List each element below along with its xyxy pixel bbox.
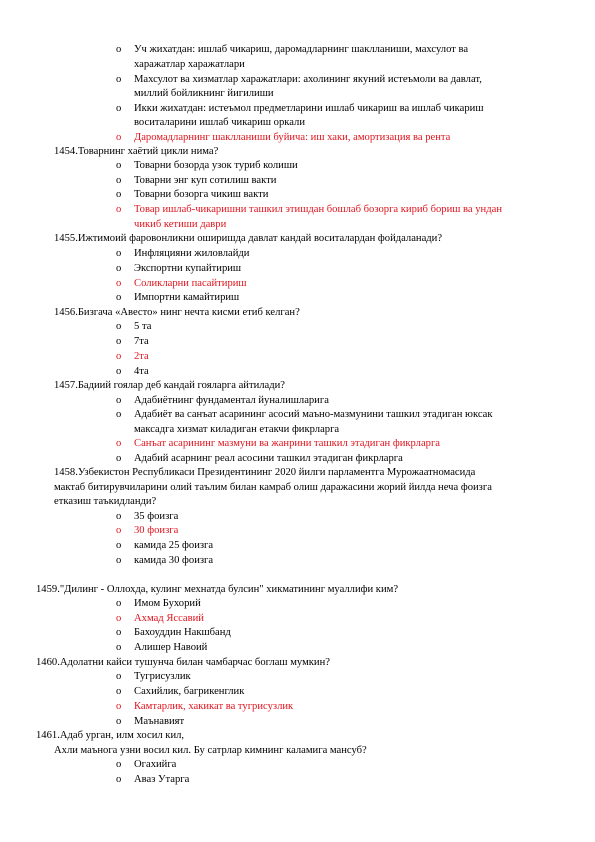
bullet-icon: o [116,160,122,171]
answer-option: миллий бойликнинг йигилиши [134,88,274,99]
answer-option: 4та [134,366,149,377]
question-text: 1458.Узбекистон Республикаси Президентининг 2020 йилги парламентга Мурожаатномасида [54,467,476,478]
bullet-icon: o [116,438,122,449]
answer-option: Товарни бозорда узок туриб колиши [134,160,298,171]
bullet-icon: o [116,642,122,653]
bullet-icon: o [116,44,122,55]
answer-option: 7та [134,336,149,347]
bullet-icon: o [116,774,122,785]
question-text: 1461.Адаб ургaн, илм хосил кил, [36,730,185,741]
answer-option: 5 та [134,321,152,332]
bullet-icon: o [116,351,122,362]
answer-option: Товарни бозорга чикиш вакти [134,189,269,200]
correct-answer-option: Санъат асарининг мазмуни ва жанрини ташкил этадиган фикрларга [134,438,441,449]
bullet-icon: o [116,555,122,566]
answer-option: камида 25 фоизга [134,540,214,551]
bullet-icon: o [116,292,122,303]
answer-option: Адабиёт ва санъат асарининг асосий маъно-мазмунини ташкил этадиган юксак [134,409,493,420]
bullet-icon: o [116,409,122,420]
question-text: 1455.Ижтимоий фаровонликни оширишда давлат кандай воситалардан фойдаланади? [54,233,443,244]
question-text: 1457.Бадиий гоялар деб кандай гояларга айтилади? [54,380,285,391]
answer-option: харажатлар харажатлари [134,59,245,70]
bullet-icon: o [116,525,122,536]
correct-answer-option: Соликларни пасайтириш [134,278,247,289]
bullet-icon: o [116,366,122,377]
bullet-icon: o [116,248,122,259]
correct-answer-option: 30 фоизга [134,525,179,536]
bullet-icon: o [116,278,122,289]
answer-option: Икки жихатдан: истеъмол предметларини ишлаб чикариш ва ишлаб чикариш [134,103,484,114]
correct-answer-option: Товар ишлаб-чикаришни ташкил этишдан бошлаб бозорга кириб бориш ва ундан [134,204,502,215]
answer-option: максадга хизмат киладиган етакчи фикрларга [134,424,340,435]
bullet-icon: o [116,189,122,200]
answer-option: Сахийлик, багрикенглик [134,686,245,697]
answer-option: Огахийга [134,759,177,770]
bullet-icon: o [116,453,122,464]
question-text: 1460.Адолатни кайси тушунча билан чамбарчас боглаш мумкин? [36,657,330,668]
correct-answer-option: 2та [134,351,149,362]
question-text: 1454.Товарнинг хаётий цикли нима? [54,146,219,157]
answer-option: Адабиётнинг фундаментал йуналишларига [134,395,329,406]
answer-option: Маънавият [134,716,185,727]
question-text: 1456.Бизгача «Авесто» нинг нечта кисми етиб келган? [54,307,300,318]
bullet-icon: o [116,395,122,406]
bullet-icon: o [116,132,122,143]
answer-option: Импортни камайтириш [134,292,240,303]
answer-option: Алишер Навоий [134,642,208,653]
answer-option: Адабий асарнинг реал асосини ташкил этадиган фикрларга [134,453,403,464]
answer-option: Инфляцияни жиловлайди [134,248,250,259]
bullet-icon: o [116,74,122,85]
bullet-icon: o [116,204,122,215]
answer-option: Товарни энг куп сотилиш вакти [134,175,277,186]
bullet-icon: o [116,613,122,624]
correct-answer-option: Даромадларнинг шаклланиши буйича: иш хаки, амортизация ва рента [134,132,451,143]
answer-option: 35 фоизга [134,511,179,522]
bullet-icon: o [116,103,122,114]
answer-option: Бахоуддин Накшбанд [134,627,231,638]
bullet-icon: o [116,686,122,697]
bullet-icon: o [116,627,122,638]
bullet-icon: o [116,263,122,274]
answer-option: Имом Бухорий [134,598,201,609]
bullet-icon: o [116,716,122,727]
bullet-icon: o [116,511,122,522]
bullet-icon: o [116,321,122,332]
answer-option: камида 30 фоизга [134,555,214,566]
answer-option: Уч жихатдан: ишлаб чикариш, даромадларнинг шаклланиши, махсулот ва [134,44,469,55]
answer-option: воситаларини ишлаб чикариш оркали [134,117,306,128]
bullet-icon: o [116,598,122,609]
bullet-icon: o [116,701,122,712]
question-text: мактаб битирувчиларини олий таълим билан камраб олиш даражасини жорий йилда неча фоизга [54,482,492,493]
correct-answer-option: Камтарлик, хакикат ва тугрисузлик [134,701,294,712]
correct-answer-option: чикиб кетиши даври [134,219,227,230]
bullet-icon: o [116,175,122,186]
bullet-icon: o [116,759,122,770]
bullet-icon: o [116,540,122,551]
answer-option: Экспортни купайтириш [134,263,242,274]
question-text: Ахли маънога узни восил кил. Бу сатрлар кимнинг каламига мансуб? [54,745,367,756]
question-text: етказиш таъкидланди? [54,496,157,507]
correct-answer-option: Ахмад Яссавий [134,613,204,624]
bullet-icon: o [116,336,122,347]
bullet-icon: o [116,671,122,682]
answer-option: Тугрисузлик [134,671,191,682]
answer-option: Аваз Утарга [134,774,190,785]
answer-option: Махсулот ва хизматлар харажатлари: ахолининг якуний истеъмоли ва давлат, [134,74,482,85]
question-text: 1459."Дилинг - Оллохда, кулинг мехнатда булсин" хикматининг муаллифи ким? [36,584,399,595]
